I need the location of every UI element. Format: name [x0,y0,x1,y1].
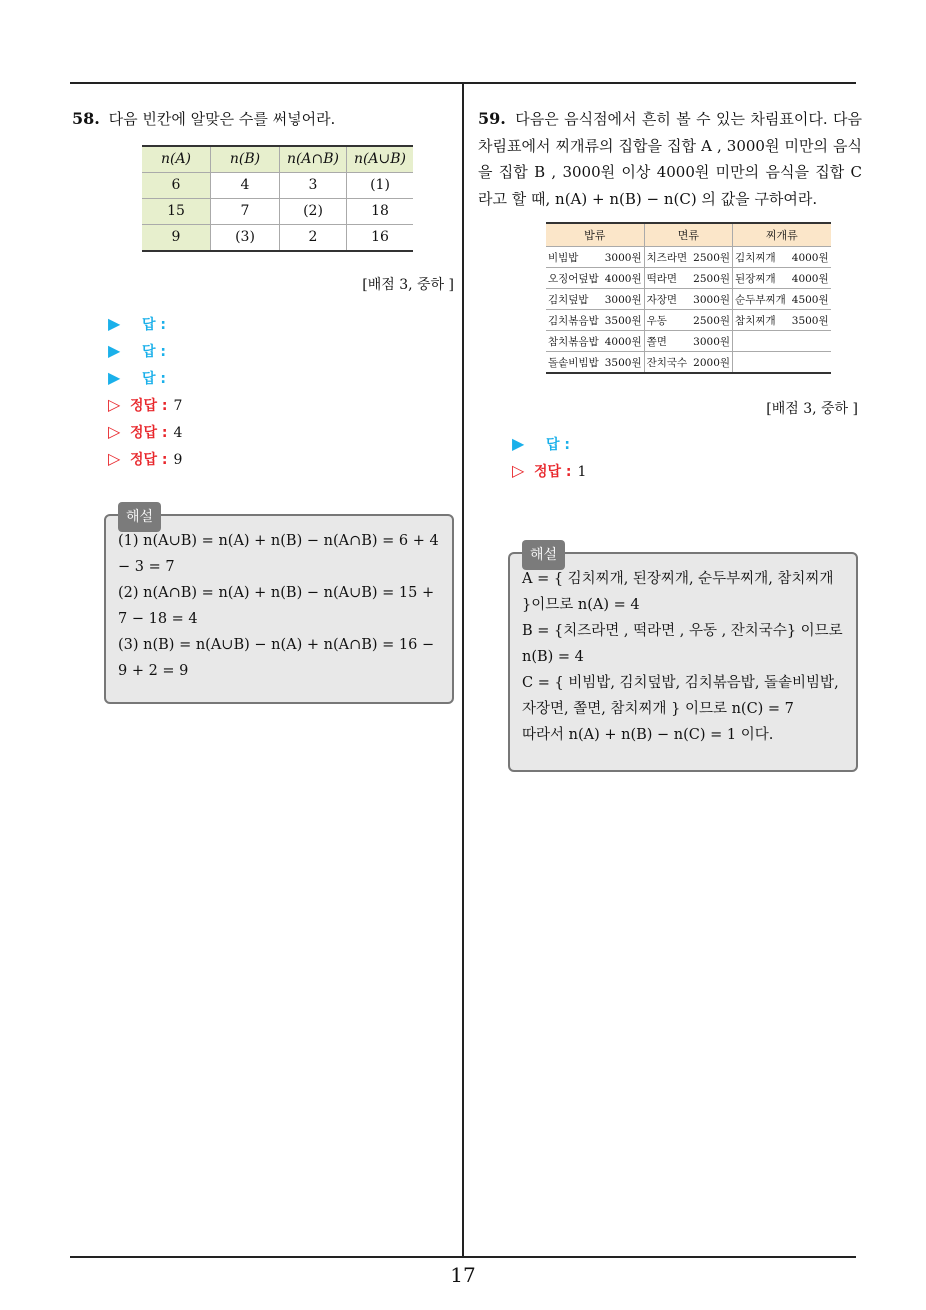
menu-item-price: 2500원 [693,314,731,327]
table-cell: 3 [280,172,347,198]
menu-item-name: 김치덮밥 [548,293,589,306]
outline-arrow-icon: ▷ [512,461,525,480]
menu-item-price: 3000원 [693,335,731,348]
menu-item-name: 자장면 [646,293,678,306]
menu-item-name: 순두부찌개 [735,293,786,306]
table-cell: 7 [211,198,280,224]
menu-item-price: 2500원 [693,251,731,264]
menu-item-name: 된장찌개 [735,272,776,285]
table-row [546,331,831,352]
bottom-rule [70,1256,856,1258]
table-row [546,268,831,289]
menu-item [548,292,642,307]
q59-explanation-3: C = { 비빔밥, 김치덮밥, 김치볶음밥, 돌솥비빔밥, 자장면, 쫄면, 참치찌개 } 이므로 n(C) = 7 [522,675,839,717]
table-cell: 15 [142,198,211,224]
menu-item-price: 4500원 [791,293,829,306]
table-cell: (1) [347,172,414,198]
play-arrow-icon: ▶ [108,313,121,333]
menu-item-name: 잔치국수 [646,356,688,369]
q59-explanation-2: B = {치즈라면 , 떡라면 , 우동 , 잔치국수} 이므로 n(B) = 4 [522,623,843,665]
page-number: 17 [450,1263,476,1287]
menu-item-name: 쫄면 [646,335,667,348]
table-cell: 9 [142,224,211,251]
menu-item-price: 4000원 [604,335,642,348]
q59-explanation-1: A = { 김치찌개, 된장찌개, 순두부찌개, 참치찌개 }이므로 n(A) = 4 [522,571,834,613]
menu-item-name: 우동 [646,314,667,327]
table-cell: 6 [142,172,211,198]
q58-explanation-2: (2) n(A∩B) = n(A) + n(B) − n(A∪B) = 15 + 7 − 18 = 4 [118,585,435,627]
menu-item-price: 3000원 [604,293,642,306]
menu-item-price: 3500원 [604,314,642,327]
q58-header-nAcupB: n(A∪B) [347,146,414,173]
table-cell: 4 [211,172,280,198]
table-cell: (3) [211,224,280,251]
q58-prompt-line [72,106,458,133]
table-row [142,198,413,224]
table-row [142,172,413,198]
play-arrow-icon: ▶ [108,367,121,387]
menu-item-name: 떡라면 [646,272,678,285]
answer-label: 답 : [142,343,166,360]
q58-points: [배점 3, 중하 ] [362,276,454,293]
table-row [142,224,413,251]
correct-value: 9 [173,451,183,468]
play-arrow-icon: ▶ [108,340,121,360]
q59-prompt-line [478,106,862,212]
menu-item-price: 2000원 [693,356,731,369]
q58-answers [108,310,458,472]
menu-item [548,355,642,370]
menu-item-name: 참치찌개 [735,314,776,327]
q58-prompt: 다음 빈칸에 알맞은 수를 써넣어라. [108,110,336,128]
table-cell: (2) [280,198,347,224]
question-59 [478,106,862,484]
correct-label: 정답 : [130,451,168,468]
menu-item [735,250,829,265]
menu-item-price: 3500원 [604,356,642,369]
menu-item-price: 4000원 [604,272,642,285]
q58-header-nB: n(B) [211,146,280,173]
correct-value: 1 [577,464,587,480]
menu-item-price: 3500원 [791,314,829,327]
menu-item [647,292,730,307]
q58-header-nAcapB: n(A∩B) [280,146,347,173]
q59-menu-table [546,222,831,374]
menu-item-price: 4000원 [791,251,829,264]
table-row [546,247,831,268]
menu-item-name: 오징어덮밥 [548,272,599,285]
q59-prompt: 다음은 음식점에서 흔히 볼 수 있는 차림표이다. 다음 차림표에서 찌개류의 집합을 집합 A , 3000원 미만의 음식을 집합 B , 3000원 이상 4000원 미만의 음식을 집합 C 라고 할 때, n(A) + n(B) − n(C) 의 값을 구하여라. [478,110,862,208]
table-cell: 2 [280,224,347,251]
menu-header-stew: 찌개류 [733,223,831,247]
explanation-tag: 해설 [522,540,565,570]
table-row [546,310,831,331]
menu-item [647,334,730,349]
answer-label: 답 : [142,370,166,387]
table-row [546,352,831,374]
q59-explanation-box [508,547,858,772]
menu-item [735,292,829,307]
q58-number: 58. [72,109,100,128]
q59-correct [512,457,862,484]
menu-item [647,250,730,265]
menu-item-name: 김치볶음밥 [548,314,599,327]
menu-header-rice: 밥류 [546,223,644,247]
q59-menu-header [546,223,831,247]
q58-correct-2 [108,418,458,445]
menu-item [548,271,642,286]
outline-arrow-icon: ▷ [108,421,121,441]
menu-header-noodle: 면류 [644,223,732,247]
question-58 [72,106,458,472]
menu-item-price: 4000원 [791,272,829,285]
q58-table [142,145,413,252]
q59-answers [512,430,862,484]
menu-item [548,313,642,328]
menu-item-price: 3000원 [693,293,731,306]
q58-answer-1 [108,310,458,337]
table-cell: 16 [347,224,414,251]
q58-table-header [142,146,413,173]
correct-value: 4 [173,424,183,441]
outline-arrow-icon: ▷ [108,448,121,468]
correct-value: 7 [173,397,183,414]
menu-item-price: 2500원 [693,272,731,285]
menu-item [735,313,829,328]
q58-explanation-3: (3) n(B) = n(A∪B) − n(A) + n(A∩B) = 16 − 9 + 2 = 9 [118,637,435,679]
correct-label: 정답 : [130,424,168,441]
menu-item-price: 3000원 [604,251,642,264]
table-cell: 18 [347,198,414,224]
menu-item-name: 돌솥비빔밥 [548,356,599,369]
q58-answer-3 [108,364,458,391]
q59-explanation-4: 따라서 n(A) + n(B) − n(C) = 1 이다. [522,727,774,743]
q58-answer-2 [108,337,458,364]
q59-number: 59. [478,109,506,128]
q59-points: [배점 3, 중하 ] [766,401,858,417]
outline-arrow-icon: ▷ [108,394,121,414]
menu-item-name: 김치찌개 [735,251,776,264]
answer-label: 답 : [142,316,166,333]
menu-item-name: 치즈라면 [646,251,688,264]
menu-item [647,271,730,286]
q59-answer [512,430,862,457]
menu-item-name: 참치볶음밥 [548,335,599,348]
menu-item [548,250,642,265]
table-row [546,289,831,310]
correct-label: 정답 : [534,464,572,480]
menu-item [548,334,642,349]
column-divider [462,84,464,1256]
q58-explanation-box [104,509,454,704]
answer-label: 답 : [546,437,570,453]
menu-item [647,355,730,370]
menu-item [647,313,730,328]
menu-item [735,271,829,286]
q58-correct-1 [108,391,458,418]
play-arrow-icon: ▶ [512,434,525,453]
explanation-tag: 해설 [118,502,161,532]
q58-explanation-1: (1) n(A∪B) = n(A) + n(B) − n(A∩B) = 6 + 4 − 3 = 7 [118,533,439,575]
q58-correct-3 [108,445,458,472]
correct-label: 정답 : [130,397,168,414]
menu-item-name: 비빔밥 [548,251,579,264]
q58-header-nA: n(A) [142,146,211,173]
